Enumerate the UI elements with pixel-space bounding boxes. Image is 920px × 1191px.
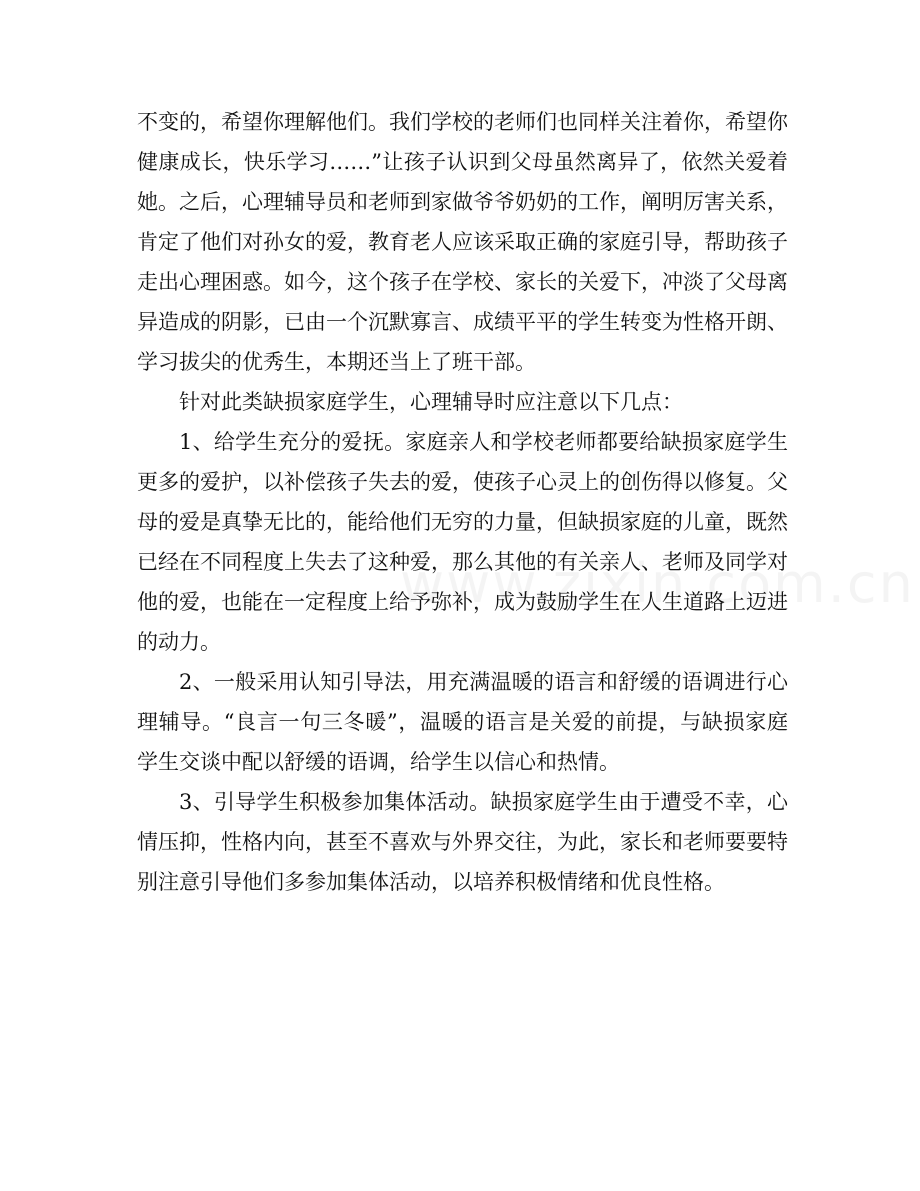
paragraph-intro-points: 针对此类缺损家庭学生，心理辅导时应注意以下几点：	[179, 390, 683, 414]
paragraph-story-conclusion: 不变的，希望你理解他们。我们学校的老师们也同样关注着你，希望你健康成长，快乐学习……”让孩子认识到父母虽然离异了，依然关爱着她。之后，心理辅导员和老师到家做爷爷奶奶的工作，阐明厉害关系，肯定了他们对孙女的爱，教育老人应该采取正确的家庭引导，帮助孩子走出心理困惑。如今，这个孩子在学校、家长的关爱下，冲淡了父母离异造成的阴影，已由一个沉默寡言、成绩平平的学生转变为性格开朗、学习拔尖的优秀生，本期还当上了班干部。	[137, 110, 788, 374]
paragraph-point-1: 1、给学生充分的爱抚。家庭亲人和学校老师都要给缺损家庭学生更多的爱护，以补偿孩子失去的爱，使孩子心灵上的创伤得以修复。父母的爱是真挚无比的，能给他们无穷的力量，但缺损家庭的儿童，既然已经在不同程度上失去了这种爱，那么其他的有关亲人、老师及同学对他的爱，也能在一定程度上给予弥补，成为鼓励学生在人生道路上迈进的动力。	[137, 430, 788, 654]
paragraph-point-3: 3、引导学生积极参加集体活动。缺损家庭学生由于遭受不幸，心情压抑，性格内向，甚至不喜欢与外界交往，为此，家长和老师要要特别注意引导他们多参加集体活动，以培养积极情绪和优良性格。	[137, 790, 788, 894]
paragraph-point-2: 2、一般采用认知引导法，用充满温暖的语言和舒缓的语调进行心理辅导。“良言一句三冬暖”，温暖的语言是关爱的前提，与缺损家庭学生交谈中配以舒缓的语调，给学生以信心和热情。	[137, 670, 788, 774]
document-body	[137, 102, 788, 902]
